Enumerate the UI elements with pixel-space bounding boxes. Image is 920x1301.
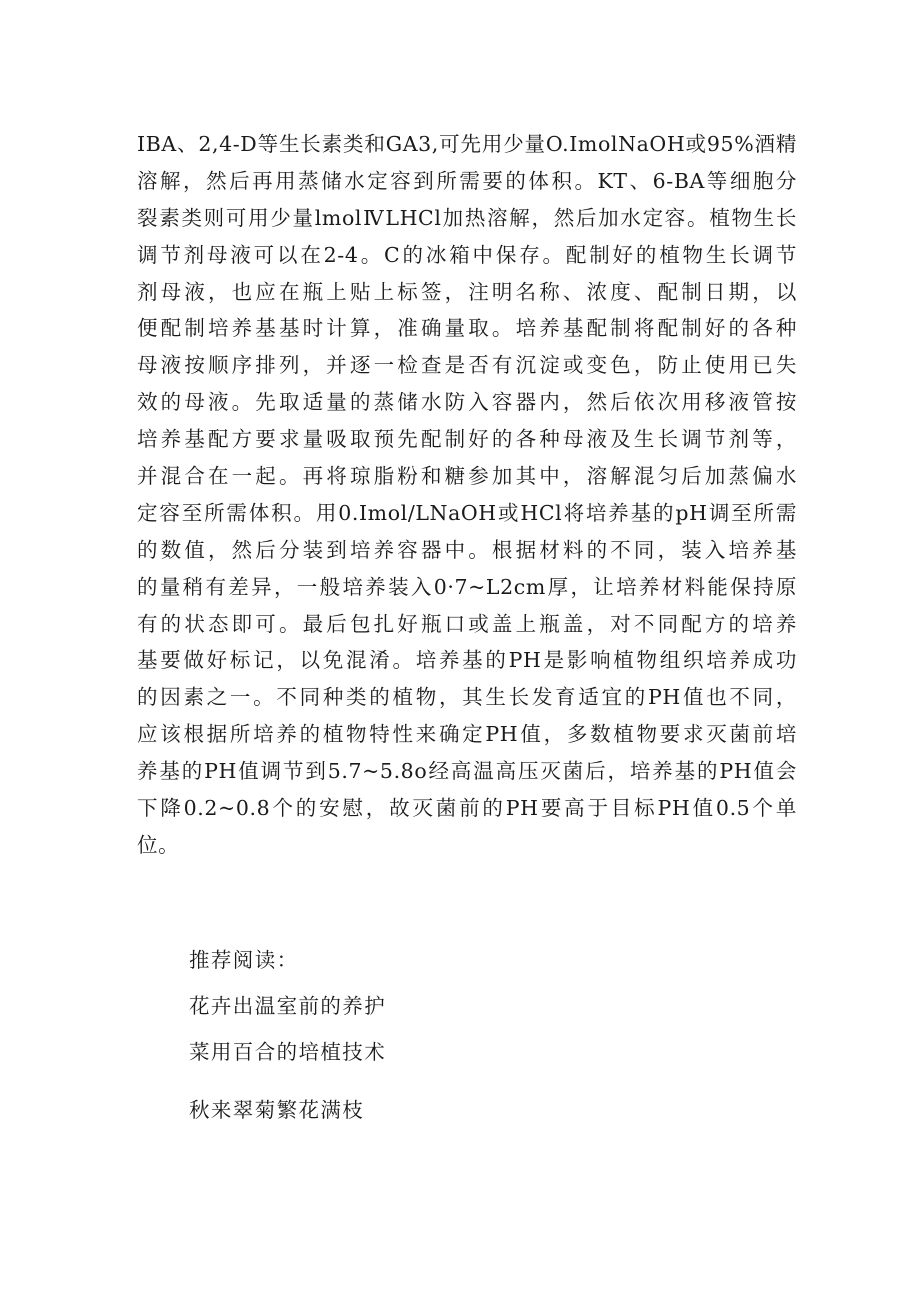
article-line: 下降0.2~0.8个的安慰，故灭菌前的PH要高于目标PH值0.5个单 [137,796,797,821]
article-line: 效的母液。先取适量的蒸储水防入容器内，然后依次用移液管按 [137,390,797,415]
recommended-link[interactable]: 秋来翠菊繁花满枝 [189,1098,365,1122]
article-line: 裂素类则可用少量lmolⅣLHCl加热溶解，然后加水定容。植物生长 [137,205,797,230]
article-line: 调节剂母液可以在2-4。C的冰箱中保存。配制好的植物生长调节 [137,242,797,267]
article-line: 基要做好标记，以免混淆。培养基的PH是影响植物组织培养成功 [137,648,797,673]
recommended-link[interactable]: 菜用百合的培植技术 [189,1040,387,1064]
article-line: 母液按顺序排列，并逐一检查是否有沉淀或变色，防止使用已失 [137,353,797,378]
article-line: 的因素之一。不同种类的植物，其生长发育适宜的PH值也不同， [137,685,797,710]
article-line: 位。 [137,832,180,857]
article-line: 定容至所需体积。用0.Imol/LNaOH或HCl将培养基的pH调至所需 [137,500,797,525]
article-line: 并混合在一起。再将琼脂粉和糖参加其中，溶解混匀后加蒸偏水 [137,464,797,489]
article-line: 有的状态即可。最后包扎好瓶口或盖上瓶盖，对不同配方的培养 [137,611,797,636]
recommended-heading: 推荐阅读： [189,948,299,972]
article-line: 溶解，然后再用蒸储水定容到所需要的体积。KT、6-BA等细胞分 [137,168,797,193]
article-line: 培养基配方要求量吸取预先配制好的各种母液及生长调节剂等， [137,427,797,452]
article-line: 养基的PH值调节到5.7~5.8o经高温高压灭菌后，培养基的PH值会 [137,759,797,784]
article-line: IBA、2,4-D等生长素类和GA3,可先用少量O.ImolNaOH或95%酒精 [137,132,797,156]
article-line: 应该根据所培养的植物特性来确定PH值，多数植物要求灭菌前培 [137,722,797,747]
article-line: 剂母液，也应在瓶上贴上标签，注明名称、浓度、配制日期，以 [137,279,797,304]
recommended-link[interactable]: 花卉出温室前的养护 [189,994,387,1018]
article-line: 的数值，然后分装到培养容器中。根据材料的不同，装入培养基 [137,537,797,562]
article-line: 的量稍有差异，一般培养装入0·7~L2cm厚，让培养材料能保持原 [137,574,797,599]
article-line: 便配制培养基基时计算，准确量取。培养基配制将配制好的各种 [137,316,797,341]
article-body [137,126,797,864]
